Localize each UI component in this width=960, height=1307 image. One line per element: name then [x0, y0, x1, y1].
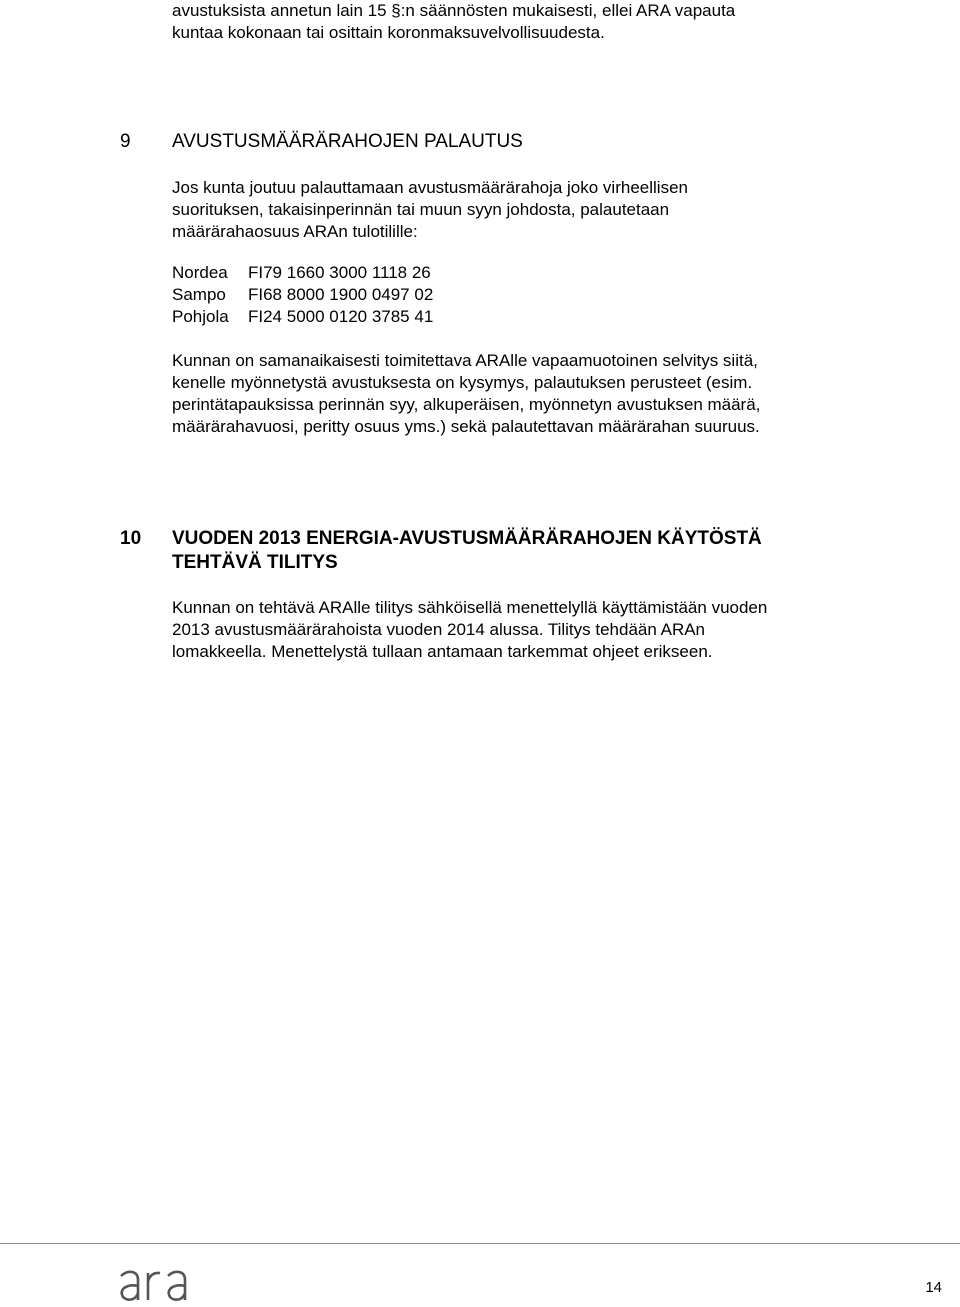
bank-iban: FI68 8000 1900 0497 02 [248, 285, 434, 304]
section-9-report-line-1: Kunnan on samanaikaisesti toimitettava ARAlle vapaamuotoinen selvitys siitä, [172, 351, 758, 370]
section-10-title-line-2: TEHTÄVÄ TILITYS [172, 552, 338, 573]
section-9-intro-line-2: suorituksen, takaisinperinnän tai muun syyn johdosta, palautetaan [172, 200, 670, 219]
section-9-title [172, 130, 872, 154]
carryover-line-2: kuntaa kokonaan tai osittain koronmaksuvelvollisuudesta. [172, 23, 605, 42]
section-10-body-line-3: lomakkeella. Menettelystä tullaan antamaan tarkemmat ohjeet erikseen. [172, 642, 713, 661]
section-9-report-line-3: perintätapauksissa perinnän syy, alkuperäisen, myönnetyn avustuksen määrä, [172, 395, 761, 414]
section-10-title-line-1: VUODEN 2013 ENERGIA-AVUSTUSMÄÄRÄRAHOJEN KÄYTÖSTÄ [172, 528, 762, 549]
bank-iban: FI24 5000 0120 3785 41 [248, 307, 434, 326]
bank-name: Sampo [172, 285, 226, 304]
section-10-body-line-1: Kunnan on tehtävä ARAlle tilitys sähköisellä menettelyllä käyttämistään vuoden [172, 598, 768, 617]
footer-divider [0, 1243, 960, 1244]
page-number: 14 [925, 1279, 942, 1296]
section-9-intro-line-1: Jos kunta joutuu palauttamaan avustusmäärärahoja joko virheellisen [172, 178, 688, 197]
carryover-line-1: avustuksista annetun lain 15 §:n säännösten mukaisesti, ellei ARA vapauta [172, 1, 736, 20]
bank-name: Pohjola [172, 307, 229, 326]
section-9-title-line: AVUSTUSMÄÄRÄRAHOJEN PALAUTUS [172, 131, 523, 152]
ara-logo [118, 1262, 198, 1302]
carryover-paragraph [172, 0, 872, 44]
section-10-title [172, 527, 872, 575]
section-10-body [172, 597, 872, 663]
bank-account-list [172, 262, 433, 328]
bank-account-row [172, 284, 433, 306]
bank-name: Nordea [172, 263, 228, 282]
bank-account-row [172, 262, 433, 284]
section-10-number: 10 [120, 528, 142, 549]
section-9-number: 9 [120, 131, 131, 152]
section-9-report-line-2: kenelle myönnetystä avustuksesta on kysymys, palautuksen perusteet (esim. [172, 373, 753, 392]
bank-iban: FI79 1660 3000 1118 26 [248, 263, 431, 282]
section-9-report-line-4: määrärahavuosi, peritty osuus yms.) sekä palautettavan määrärahan suuruus. [172, 417, 760, 436]
section-9-intro [172, 177, 872, 243]
bank-account-row [172, 306, 433, 328]
section-9-intro-line-3: määrärahaosuus ARAn tulotilille: [172, 222, 418, 241]
section-9-report-paragraph [172, 350, 872, 438]
section-10-body-line-2: 2013 avustusmäärärahoista vuoden 2014 alussa. Tilitys tehdään ARAn [172, 620, 706, 639]
